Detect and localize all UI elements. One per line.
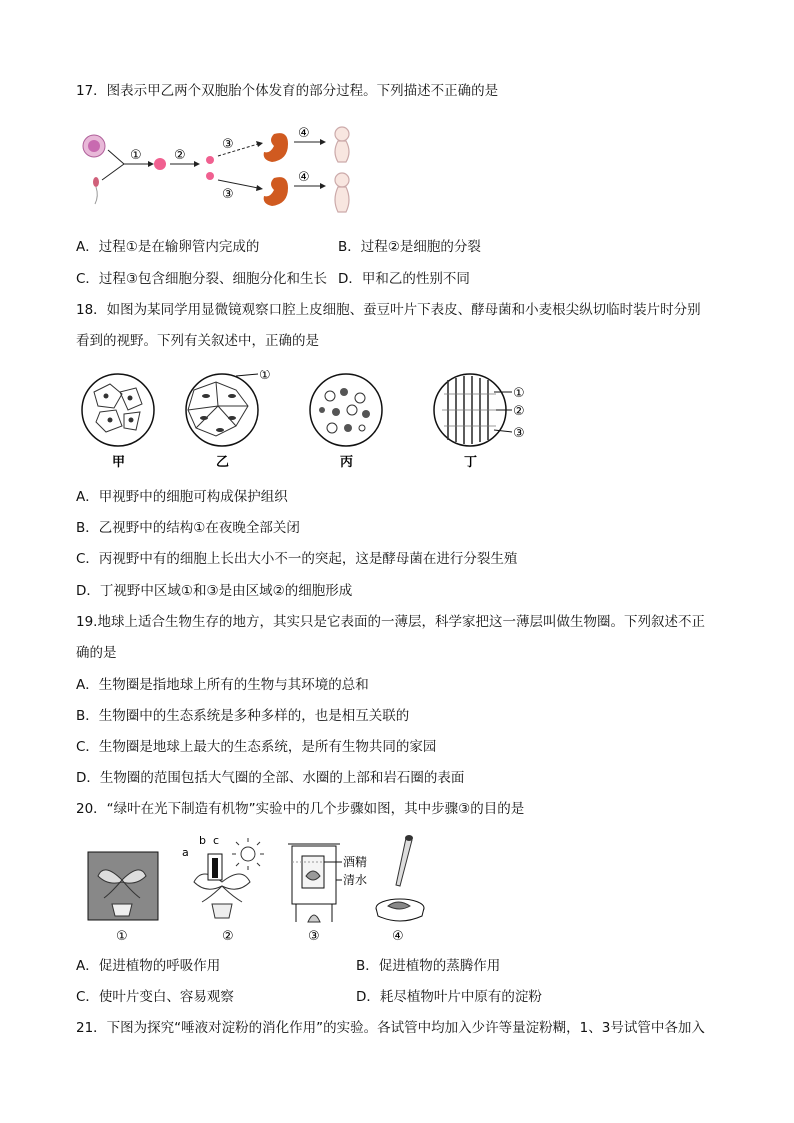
caption-jia: 甲 bbox=[112, 455, 126, 470]
beaker-label-water: 清水 bbox=[343, 873, 368, 887]
q19-stem-line2: 确的是 bbox=[76, 645, 117, 661]
caption-bing: 丙 bbox=[340, 455, 354, 470]
q17-stem: 17．图表示甲乙两个双胞胎个体发育的部分过程。下列描述不正确的是 bbox=[76, 83, 499, 99]
beaker-label-alcohol: 酒精 bbox=[343, 855, 368, 869]
q18-stem-line1: 18．如图为某同学用显微镜观察口腔上皮细胞、蚕豆叶片下表皮、酵母菌和小麦根尖纵切临时装片时分别 bbox=[76, 302, 701, 318]
egg-cell-icon bbox=[83, 135, 105, 157]
q17-label-1: ① bbox=[130, 148, 142, 163]
q17-label-4b: ④ bbox=[298, 170, 310, 185]
q20-experiment-steps bbox=[82, 832, 442, 944]
baby-bottom-icon bbox=[335, 173, 349, 212]
q19-option-c: C．生物圈是地球上最大的生态系统，是所有生物共同的家园 bbox=[76, 739, 437, 755]
q17-option-c: C．过程③包含细胞分裂、细胞分化和生长 bbox=[76, 271, 328, 287]
iodine-dropper-dish-icon bbox=[376, 835, 424, 921]
q17-option-d: D．甲和乙的性别不同 bbox=[338, 271, 470, 287]
plant-partially-covered-leaf-icon bbox=[194, 838, 264, 918]
q19-stem-line1: 19.地球上适合生物生存的地方，其实只是它表面的一薄层，科学家把这一薄层叫做生物圈。下列叙述不正 bbox=[76, 614, 705, 630]
q18-option-a: A．甲视野中的细胞可构成保护组织 bbox=[76, 489, 288, 505]
q19-option-a: A．生物圈是指地球上所有的生物与其环境的总和 bbox=[76, 677, 369, 693]
leaf-label-c: c bbox=[213, 834, 220, 847]
ding-marker-3: ③ bbox=[513, 426, 525, 441]
q20-option-c: C．使叶片变白、容易观察 bbox=[76, 989, 234, 1005]
caption-ding: 丁 bbox=[464, 455, 478, 470]
embryo-cell-bottom-icon bbox=[206, 172, 214, 180]
embryo-cell-top-icon bbox=[206, 156, 214, 164]
fetus-top-icon bbox=[264, 133, 288, 162]
caption-yi: 乙 bbox=[216, 455, 230, 470]
step-label-3: ③ bbox=[308, 929, 320, 944]
q17-label-3b: ③ bbox=[222, 187, 234, 202]
q18-microscope-views bbox=[76, 370, 536, 474]
q17-label-4a: ④ bbox=[298, 126, 310, 141]
zygote-icon bbox=[154, 158, 166, 170]
q18-option-b: B．乙视野中的结构①在夜晚全部关闭 bbox=[76, 520, 300, 536]
sperm-cell-icon bbox=[93, 177, 99, 204]
q17-option-b: B．过程②是细胞的分裂 bbox=[338, 239, 481, 255]
q17-label-2: ② bbox=[174, 148, 186, 163]
q20-option-b: B．促进植物的蒸腾作用 bbox=[356, 958, 501, 974]
leaf-label-a: a bbox=[182, 846, 189, 859]
plant-in-dark-icon bbox=[88, 852, 158, 920]
view-yi bbox=[186, 374, 258, 446]
fetus-bottom-icon bbox=[264, 177, 288, 206]
q20-stem: 20．“绿叶在光下制造有机物”实验中的几个步骤如图，其中步骤③的目的是 bbox=[76, 801, 525, 817]
alcohol-water-bath-icon bbox=[288, 844, 340, 922]
q18-stem-line2: 看到的视野。下列有关叙述中，正确的是 bbox=[76, 333, 319, 349]
q19-option-b: B．生物圈中的生态系统是多种多样的，也是相互关联的 bbox=[76, 708, 410, 724]
q21-stem: 21．下图为探究“唾液对淀粉的消化作用”的实验。各试管中均加入少许等量淀粉糊，1、3号试管中各加入 bbox=[76, 1020, 705, 1036]
q20-option-a: A．促进植物的呼吸作用 bbox=[76, 958, 221, 974]
q20-option-d: D．耗尽植物叶片中原有的淀粉 bbox=[356, 989, 542, 1005]
step-label-4: ④ bbox=[392, 929, 404, 944]
leaf-label-b: b bbox=[199, 834, 206, 847]
q18-option-d: D．丁视野中区域①和③是由区域②的细胞形成 bbox=[76, 583, 353, 599]
view-bing bbox=[310, 374, 382, 446]
view-jia bbox=[82, 374, 154, 446]
q17-option-a: A．过程①是在输卵管内完成的 bbox=[76, 239, 260, 255]
view-ding bbox=[434, 374, 506, 446]
ding-marker-1: ① bbox=[513, 386, 525, 401]
step-label-2: ② bbox=[222, 929, 234, 944]
q18-option-c: C．丙视野中有的细胞上长出大小不一的突起，这是酵母菌在进行分裂生殖 bbox=[76, 551, 518, 567]
yi-marker-1: ① bbox=[259, 370, 271, 383]
q17-development-figure bbox=[76, 124, 366, 224]
step-label-1: ① bbox=[116, 929, 128, 944]
baby-top-icon bbox=[335, 127, 349, 162]
ding-marker-2: ② bbox=[513, 404, 525, 419]
q19-option-d: D．生物圈的范围包括大气圈的全部、水圈的上部和岩石圈的表面 bbox=[76, 770, 465, 786]
q17-label-3a: ③ bbox=[222, 137, 234, 152]
